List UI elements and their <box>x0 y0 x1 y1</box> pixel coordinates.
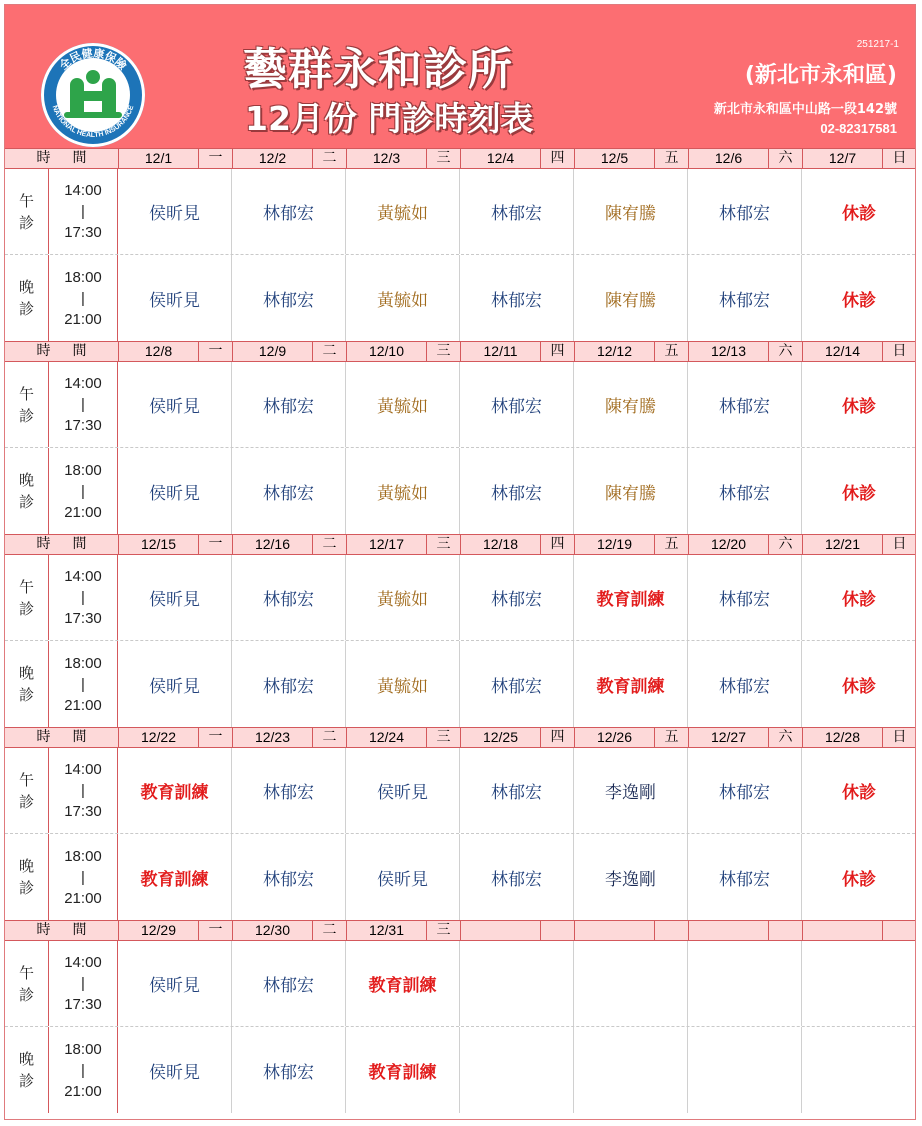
time-range-part: 14:00 <box>64 568 102 585</box>
session-label-char: 診 <box>18 406 34 425</box>
weekday-cell: 一 <box>198 728 232 747</box>
week-header-row <box>5 920 915 941</box>
doctor-cell: 陳宥騰 <box>574 448 688 534</box>
doctor-cell <box>460 941 574 1026</box>
doctor-cell: 教育訓練 <box>118 834 232 920</box>
weekday-cell: 五 <box>654 728 688 747</box>
time-range-part: | <box>81 782 85 799</box>
weekday-cell: 一 <box>198 149 232 168</box>
doctor-cell: 林郁宏 <box>232 641 346 727</box>
doctor-cell: 休診 <box>842 869 876 890</box>
session-label-char: 診 <box>18 985 34 1004</box>
evening-session-row <box>5 834 915 920</box>
doctor-cell: 林郁宏 <box>688 448 802 534</box>
doctor-cell <box>802 941 916 1026</box>
doctor-cell <box>574 941 688 1026</box>
weekday-cell: 三 <box>426 921 460 940</box>
weekday-cell <box>654 921 688 940</box>
time-range-part: 17:30 <box>64 417 102 434</box>
doctor-cell: 林郁宏 <box>460 255 574 341</box>
time-range-part: 17:30 <box>64 996 102 1013</box>
doctor-cell: 林郁宏 <box>688 555 802 640</box>
doctor-cell: 侯昕見 <box>118 641 232 727</box>
doctor-cell: 侯昕見 <box>118 941 232 1026</box>
clinic-district: (新北市永和區) <box>744 63 897 88</box>
weekday-cell: 二 <box>312 535 346 554</box>
doctor-cell <box>460 1027 574 1113</box>
date-cell: 12/5 <box>574 149 654 168</box>
afternoon-session-row <box>5 169 915 255</box>
evening-session-label <box>5 1027 49 1113</box>
time-range-part: 18:00 <box>64 461 102 479</box>
doctor-cell: 林郁宏 <box>232 555 346 640</box>
afternoon-time-range <box>49 941 118 1026</box>
time-range-part: 18:00 <box>64 1040 102 1058</box>
session-label-char: 晚 <box>18 471 34 489</box>
svg-text:全民健康保險: 全民健康保險 <box>57 46 129 73</box>
afternoon-time-range <box>49 555 118 640</box>
time-range-part: 21:00 <box>64 889 102 907</box>
doctor-cell: 侯昕見 <box>118 362 232 447</box>
week-block <box>5 534 915 727</box>
week-block <box>5 920 915 1113</box>
evening-time-range <box>49 1027 118 1113</box>
session-label-char: 晚 <box>18 278 34 296</box>
weekday-cell: 三 <box>426 149 460 168</box>
time-range-part: | <box>81 868 85 886</box>
doctor-cell <box>574 1027 688 1113</box>
time-column-label: 時間 <box>36 536 109 552</box>
session-label-char: 晚 <box>18 1050 34 1068</box>
session-label-char: 診 <box>18 493 34 511</box>
session-label-char: 午 <box>18 963 34 982</box>
doctor-cell: 陳宥騰 <box>574 169 688 254</box>
doctor-cell: 休診 <box>842 397 876 417</box>
doctor-cell: 教育訓練 <box>574 641 688 727</box>
weekday-cell: 四 <box>540 149 574 168</box>
evening-time-range <box>49 255 118 341</box>
doctor-cell: 教育訓練 <box>574 555 688 640</box>
date-cell: 12/10 <box>346 342 426 361</box>
doctor-cell: 林郁宏 <box>460 448 574 534</box>
doctor-cell: 林郁宏 <box>688 169 802 254</box>
evening-session-row <box>5 255 915 341</box>
afternoon-session-row <box>5 748 915 834</box>
doctor-cell: 李逸剛 <box>574 834 688 920</box>
doctor-cell: 休診 <box>842 783 876 803</box>
clinic-title: 藝群永和診所 <box>243 44 513 95</box>
date-cell <box>460 921 540 940</box>
session-label-char: 午 <box>18 577 34 596</box>
doctor-cell: 林郁宏 <box>232 748 346 833</box>
date-cell <box>688 921 768 940</box>
session-label-char: 晚 <box>18 664 34 682</box>
time-range-part: 14:00 <box>64 954 102 971</box>
time-range-part: 17:30 <box>64 610 102 627</box>
time-range-part: | <box>81 289 85 307</box>
session-label-char: 午 <box>18 191 34 210</box>
date-cell: 12/7 <box>802 149 882 168</box>
weekday-cell: 四 <box>540 728 574 747</box>
session-label-char: 診 <box>18 686 34 704</box>
evening-time-range <box>49 641 118 727</box>
doctor-cell: 林郁宏 <box>232 362 346 447</box>
doctor-cell: 陳宥騰 <box>574 255 688 341</box>
doctor-cell: 林郁宏 <box>460 169 574 254</box>
doctor-cell: 林郁宏 <box>232 1027 346 1113</box>
doctor-cell: 黃毓如 <box>346 555 460 640</box>
date-cell: 12/25 <box>460 728 540 747</box>
doctor-cell <box>802 1027 916 1113</box>
weekday-cell <box>768 921 802 940</box>
header-banner <box>5 5 915 148</box>
date-cell: 12/31 <box>346 921 426 940</box>
doctor-cell: 林郁宏 <box>460 834 574 920</box>
time-range-part: 14:00 <box>64 182 102 199</box>
evening-session-label <box>5 448 49 534</box>
afternoon-session-row <box>5 362 915 448</box>
document-code: 251217-1 <box>856 39 899 50</box>
date-cell: 12/15 <box>118 535 198 554</box>
session-label-char: 診 <box>18 792 34 811</box>
time-range-part: | <box>81 482 85 500</box>
evening-time-range <box>49 448 118 534</box>
date-cell: 12/6 <box>688 149 768 168</box>
week-block <box>5 148 915 341</box>
week-block <box>5 727 915 920</box>
weekday-cell: 三 <box>426 535 460 554</box>
date-cell: 12/18 <box>460 535 540 554</box>
svg-text:NATIONAL HEALTH INSURANCE: NATIONAL HEALTH INSURANCE <box>50 104 136 140</box>
time-range-part: | <box>81 203 85 220</box>
date-cell: 12/17 <box>346 535 426 554</box>
date-cell <box>574 921 654 940</box>
date-cell: 12/21 <box>802 535 882 554</box>
time-column-label: 時間 <box>36 343 109 359</box>
doctor-cell: 侯昕見 <box>118 555 232 640</box>
doctor-cell: 教育訓練 <box>118 748 232 833</box>
weekday-cell: 六 <box>768 535 802 554</box>
weekday-cell: 二 <box>312 728 346 747</box>
weekday-cell: 日 <box>882 342 916 361</box>
week-block <box>5 341 915 534</box>
date-cell: 12/20 <box>688 535 768 554</box>
date-cell: 12/1 <box>118 149 198 168</box>
doctor-cell: 教育訓練 <box>346 1027 460 1113</box>
doctor-cell: 侯昕見 <box>346 748 460 833</box>
date-cell: 12/12 <box>574 342 654 361</box>
weekday-cell: 四 <box>540 535 574 554</box>
doctor-cell: 侯昕見 <box>118 1027 232 1113</box>
time-range-part: 21:00 <box>64 503 102 521</box>
session-label-char: 診 <box>18 599 34 618</box>
date-cell: 12/30 <box>232 921 312 940</box>
doctor-cell: 侯昕見 <box>118 255 232 341</box>
weekday-cell: 日 <box>882 149 916 168</box>
afternoon-session-label <box>5 748 49 833</box>
date-cell: 12/28 <box>802 728 882 747</box>
doctor-cell: 林郁宏 <box>688 641 802 727</box>
evening-session-label <box>5 641 49 727</box>
doctor-cell: 黃毓如 <box>346 448 460 534</box>
weekday-cell: 二 <box>312 149 346 168</box>
doctor-cell: 黃毓如 <box>346 169 460 254</box>
time-range-part: | <box>81 589 85 606</box>
doctor-cell: 林郁宏 <box>460 555 574 640</box>
date-cell: 12/13 <box>688 342 768 361</box>
date-cell: 12/19 <box>574 535 654 554</box>
time-range-part: 17:30 <box>64 224 102 241</box>
date-cell: 12/24 <box>346 728 426 747</box>
week-header-row <box>5 148 915 169</box>
weekday-cell: 五 <box>654 535 688 554</box>
date-cell <box>802 921 882 940</box>
time-range-part: 21:00 <box>64 1082 102 1100</box>
weekday-cell: 日 <box>882 535 916 554</box>
afternoon-session-label <box>5 362 49 447</box>
afternoon-session-label <box>5 555 49 640</box>
doctor-cell: 林郁宏 <box>688 362 802 447</box>
doctor-cell: 休診 <box>842 204 876 224</box>
week-header-row <box>5 727 915 748</box>
doctor-cell: 林郁宏 <box>460 362 574 447</box>
date-cell: 12/22 <box>118 728 198 747</box>
weekday-cell: 六 <box>768 342 802 361</box>
nhi-logo <box>41 43 145 147</box>
time-range-part: | <box>81 1061 85 1079</box>
weekday-cell: 一 <box>198 535 232 554</box>
evening-session-row <box>5 448 915 534</box>
weekday-cell: 六 <box>768 728 802 747</box>
session-label-char: 診 <box>18 300 34 318</box>
afternoon-time-range <box>49 748 118 833</box>
session-label-char: 診 <box>18 213 34 232</box>
time-range-part: | <box>81 675 85 693</box>
doctor-cell: 林郁宏 <box>460 641 574 727</box>
doctor-cell: 侯昕見 <box>118 448 232 534</box>
date-cell: 12/27 <box>688 728 768 747</box>
evening-session-label <box>5 834 49 920</box>
doctor-cell: 林郁宏 <box>232 255 346 341</box>
doctor-cell: 休診 <box>842 590 876 610</box>
session-label-char: 午 <box>18 384 34 403</box>
date-cell: 12/8 <box>118 342 198 361</box>
doctor-cell: 林郁宏 <box>688 255 802 341</box>
doctor-cell: 教育訓練 <box>346 941 460 1026</box>
evening-session-row <box>5 641 915 727</box>
date-cell: 12/11 <box>460 342 540 361</box>
time-range-part: | <box>81 396 85 413</box>
date-cell: 12/3 <box>346 149 426 168</box>
doctor-cell: 李逸剛 <box>574 748 688 833</box>
doctor-cell: 林郁宏 <box>232 448 346 534</box>
doctor-cell: 林郁宏 <box>688 834 802 920</box>
time-column-label: 時間 <box>36 729 109 745</box>
schedule-table <box>5 148 915 1113</box>
week-header-row <box>5 534 915 555</box>
time-range-part: 18:00 <box>64 847 102 865</box>
doctor-cell: 休診 <box>842 483 876 504</box>
time-range-part: 14:00 <box>64 761 102 778</box>
evening-time-range <box>49 834 118 920</box>
afternoon-time-range <box>49 169 118 254</box>
doctor-cell: 侯昕見 <box>118 169 232 254</box>
date-cell: 12/16 <box>232 535 312 554</box>
schedule-subtitle: 12月份 門診時刻表 <box>245 99 534 138</box>
time-range-part: | <box>81 975 85 992</box>
weekday-cell: 一 <box>198 342 232 361</box>
weekday-cell: 六 <box>768 149 802 168</box>
date-cell: 12/4 <box>460 149 540 168</box>
session-label-char: 診 <box>18 879 34 897</box>
doctor-cell <box>688 1027 802 1113</box>
weekday-cell: 三 <box>426 728 460 747</box>
clinic-phone: 02-82317581 <box>820 121 897 136</box>
doctor-cell <box>688 941 802 1026</box>
weekday-cell: 五 <box>654 149 688 168</box>
afternoon-session-row <box>5 941 915 1027</box>
doctor-cell: 陳宥騰 <box>574 362 688 447</box>
time-range-part: 17:30 <box>64 803 102 820</box>
date-cell: 12/26 <box>574 728 654 747</box>
time-range-part: 21:00 <box>64 696 102 714</box>
time-range-part: 18:00 <box>64 268 102 286</box>
session-label-char: 午 <box>18 770 34 789</box>
doctor-cell: 林郁宏 <box>232 834 346 920</box>
weekday-cell <box>882 921 916 940</box>
doctor-cell: 林郁宏 <box>232 169 346 254</box>
weekday-cell: 五 <box>654 342 688 361</box>
date-cell: 12/14 <box>802 342 882 361</box>
doctor-cell: 林郁宏 <box>688 748 802 833</box>
date-cell: 12/23 <box>232 728 312 747</box>
time-range-part: 18:00 <box>64 654 102 672</box>
doctor-cell: 林郁宏 <box>232 941 346 1026</box>
evening-session-row <box>5 1027 915 1113</box>
session-label-char: 診 <box>18 1072 34 1090</box>
afternoon-session-label <box>5 941 49 1026</box>
session-label-char: 晚 <box>18 857 34 875</box>
date-cell: 12/2 <box>232 149 312 168</box>
doctor-cell: 黃毓如 <box>346 641 460 727</box>
weekday-cell: 三 <box>426 342 460 361</box>
evening-session-label <box>5 255 49 341</box>
date-cell: 12/9 <box>232 342 312 361</box>
time-range-part: 14:00 <box>64 375 102 392</box>
doctor-cell: 林郁宏 <box>460 748 574 833</box>
week-header-row <box>5 341 915 362</box>
weekday-cell: 四 <box>540 342 574 361</box>
afternoon-session-label <box>5 169 49 254</box>
weekday-cell: 一 <box>198 921 232 940</box>
clinic-address: 新北市永和區中山路一段142號 <box>713 102 897 117</box>
doctor-cell: 黃毓如 <box>346 255 460 341</box>
doctor-cell: 侯昕見 <box>346 834 460 920</box>
weekday-cell: 二 <box>312 921 346 940</box>
weekday-cell: 二 <box>312 342 346 361</box>
afternoon-time-range <box>49 362 118 447</box>
date-cell: 12/29 <box>118 921 198 940</box>
time-range-part: 21:00 <box>64 310 102 328</box>
time-column-label: 時間 <box>36 150 109 166</box>
afternoon-session-row <box>5 555 915 641</box>
doctor-cell: 黃毓如 <box>346 362 460 447</box>
doctor-cell: 休診 <box>842 676 876 697</box>
nhi-logo-ring <box>41 43 145 147</box>
weekday-cell <box>540 921 574 940</box>
time-column-label: 時間 <box>36 922 109 938</box>
weekday-cell: 日 <box>882 728 916 747</box>
doctor-cell: 休診 <box>842 290 876 311</box>
